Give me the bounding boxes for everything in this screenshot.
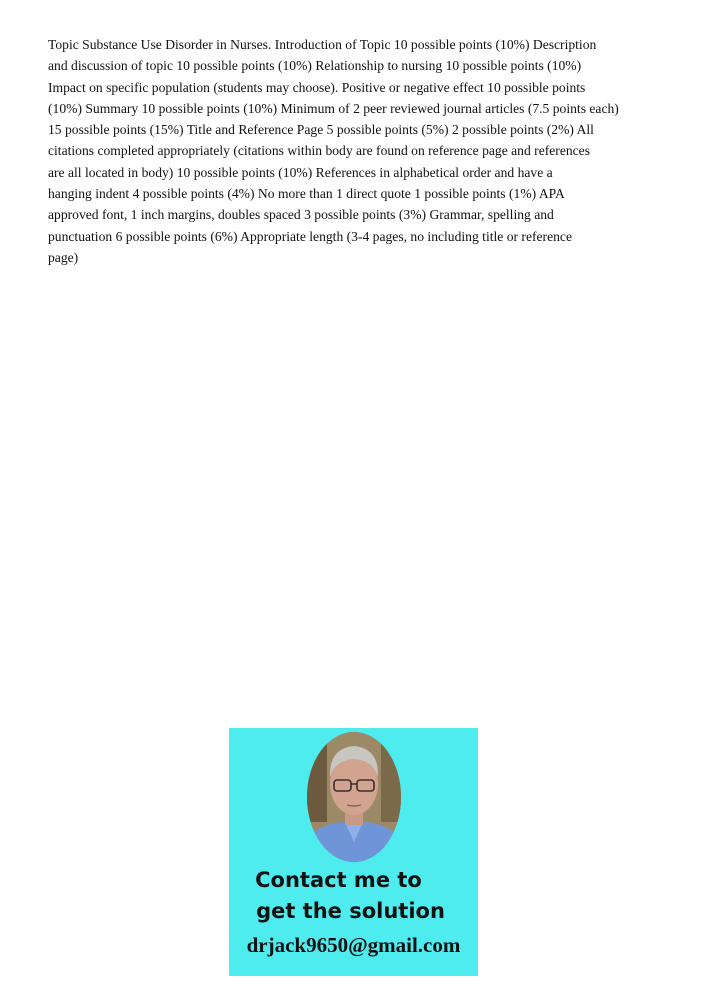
text-line: (10%) Summary 10 possible points (10%) Minimum of 2 peer reviewed journal articles (7.5 points each) <box>48 100 619 116</box>
ad-headline-line1: Contact me to <box>255 868 422 892</box>
text-line: page) <box>48 249 79 265</box>
profile-photo <box>307 732 401 862</box>
contact-ad-banner[interactable] <box>229 728 478 976</box>
ad-headline-line2: get the solution <box>256 899 445 923</box>
text-line: approved font, 1 inch margins, doubles spaced 3 possible points (3%) Grammar, spelling and <box>48 207 554 223</box>
text-line: Impact on specific population (students may choose). Positive or negative effect 10 possible points <box>48 79 586 95</box>
text-line: citations completed appropriately (citations within body are found on reference page and references <box>48 143 591 159</box>
text-line: hanging indent 4 possible points (4%) No more than 1 direct quote 1 possible points (1%) APA <box>48 186 565 202</box>
assignment-text <box>48 34 668 268</box>
text-line: and discussion of topic 10 possible points (10%) Relationship to nursing 10 possible points (10%) <box>48 58 582 74</box>
text-line: Topic Substance Use Disorder in Nurses. Introduction of Topic 10 possible points (10%) Description <box>48 37 597 52</box>
text-line: punctuation 6 possible points (6%) Appropriate length (3-4 pages, no including title or reference <box>48 228 572 244</box>
text-line: 15 possible points (15%) Title and Reference Page 5 possible points (5%) 2 possible points (2%) All <box>48 122 594 138</box>
contact-email[interactable]: drjack9650@gmail.com <box>246 933 461 957</box>
text-line: are all located in body) 10 possible points (10%) References in alphabetical order and have a <box>48 164 553 180</box>
